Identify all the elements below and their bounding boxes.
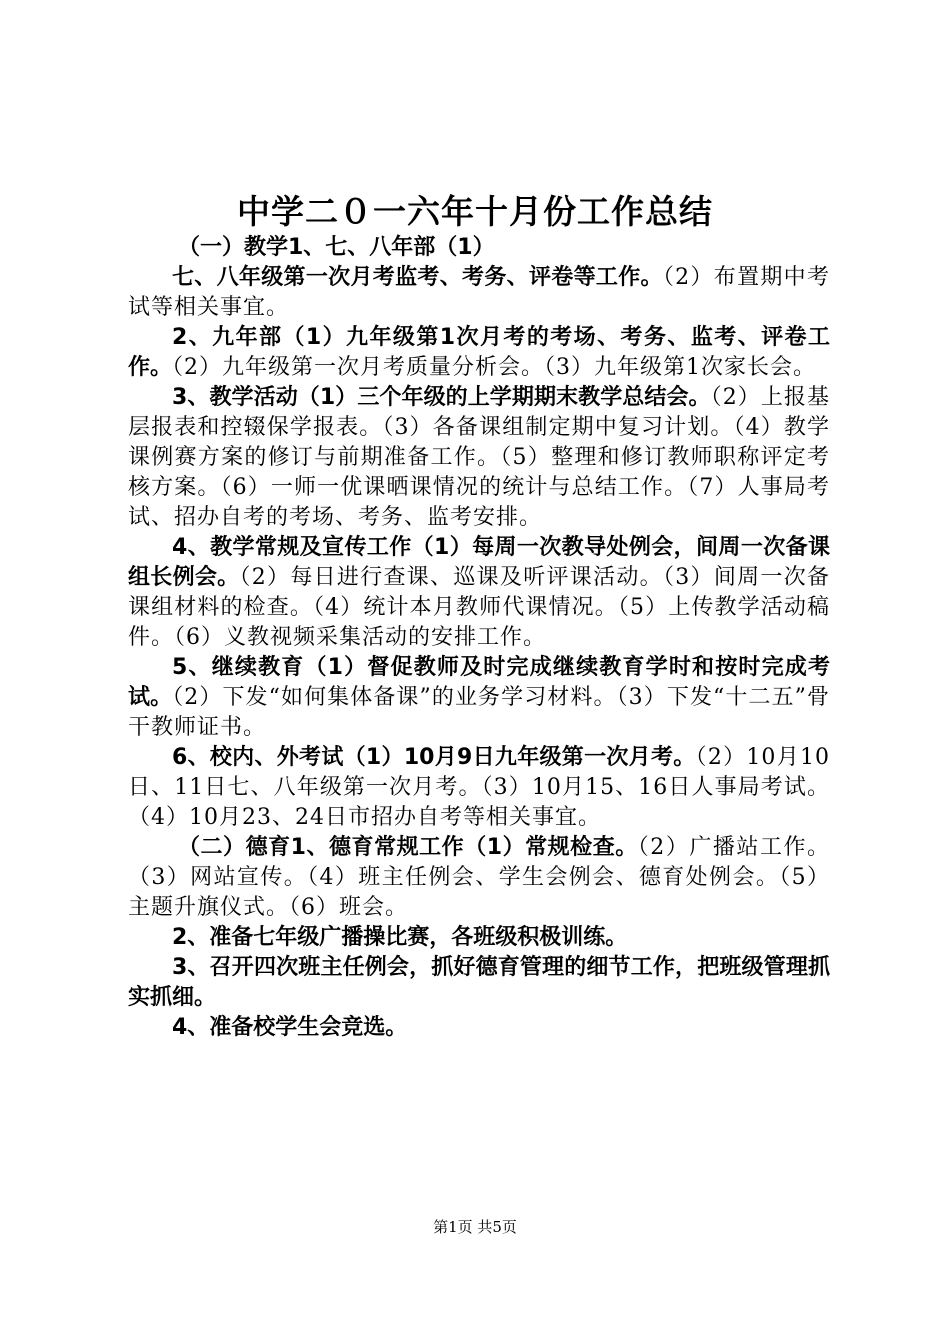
paragraph [128,263,830,323]
paragraph-text: （2）上报基层报表和控辍保学报表。（3）各备课组制定期中复习计划。（4）教学课例赛方案的修订与前期准备工作。（5）整理和修订教师职称评定考核方案。（6）一师一优课晒课情况的统计与总结工作。（7）人事局考试、招办自考的考场、考务、监考安排。 [128,385,831,530]
paragraph-text: （2）下发“如何集体备课”的业务学习材料。（3）下发“十二五”骨干教师证书。 [128,685,830,740]
paragraph-text: （2）布置期中考试等相关事宜。 [128,265,830,320]
paragraph-lead: 2、九年部（1）九年级第1次月考的考场、考务、监考、评卷工作。 [128,325,830,380]
paragraph [128,533,830,653]
paragraph [128,953,830,1013]
paragraph-lead: （一）教学1、七、八年部（1） [178,235,495,260]
page-number: 第1页 共5页 [433,1218,517,1236]
paragraph-lead: 2、准备七年级广播操比赛，各班级积极训练。 [172,925,628,950]
paragraph-text: （2）广播站工作。（3）网站宣传。（4）班主任例会、学生会例会、德育处例会。（5）主题升旗仪式。（6）班会。 [128,835,831,920]
paragraph-text: （2）10月10日、11日七、八年级第一次月考。（3）10月15、16日人事局考试。（4）10月23、24日市招办自考等相关事宜。 [128,745,830,830]
document-body [128,233,830,1043]
paragraph [128,383,830,533]
paragraph [128,1013,830,1043]
paragraph [128,923,830,953]
paragraph [128,833,830,923]
paragraph-lead: 七、八年级第一次月考监考、考务、评卷等工作。 [172,265,663,290]
paragraph [128,233,830,263]
paragraph [128,743,830,833]
paragraph-text: （2）每日进行查课、巡课及听评课活动。（3）间周一次备课组材料的检查。（4）统计本月教师代课情况。（5）上传教学活动稿件。（6）义教视频采集活动的安排工作。 [128,565,830,650]
paragraph-lead: 5、继续教育（1）督促教师及时完成继续教育学时和按时完成考试。 [128,655,830,710]
paragraph-lead: 4、准备校学生会竞选。 [172,1015,408,1040]
paragraph-lead: 6、校内、外考试（1）10月9日九年级第一次月考。 [172,745,696,770]
paragraph-text: （2）九年级第一次月考质量分析会。（3）九年级第1次家长会。 [172,355,817,380]
paragraph [128,323,830,383]
paragraph-lead: 3、召开四次班主任例会，抓好德育管理的细节工作，把班级管理抓实抓细。 [128,955,830,1010]
document-title: 中学二０一六年十月份工作总结 [237,192,713,231]
paragraph [128,653,830,743]
paragraph-lead: 4、教学常规及宣传工作（1）每周一次教导处例会，间周一次备课组长例会。 [128,535,830,590]
paragraph-lead: （二）德育1、德育常规工作（1）常规检查。 [178,835,638,860]
paragraph-lead: 3、教学活动（1）三个年级的上学期期末教学总结会。 [172,385,711,410]
